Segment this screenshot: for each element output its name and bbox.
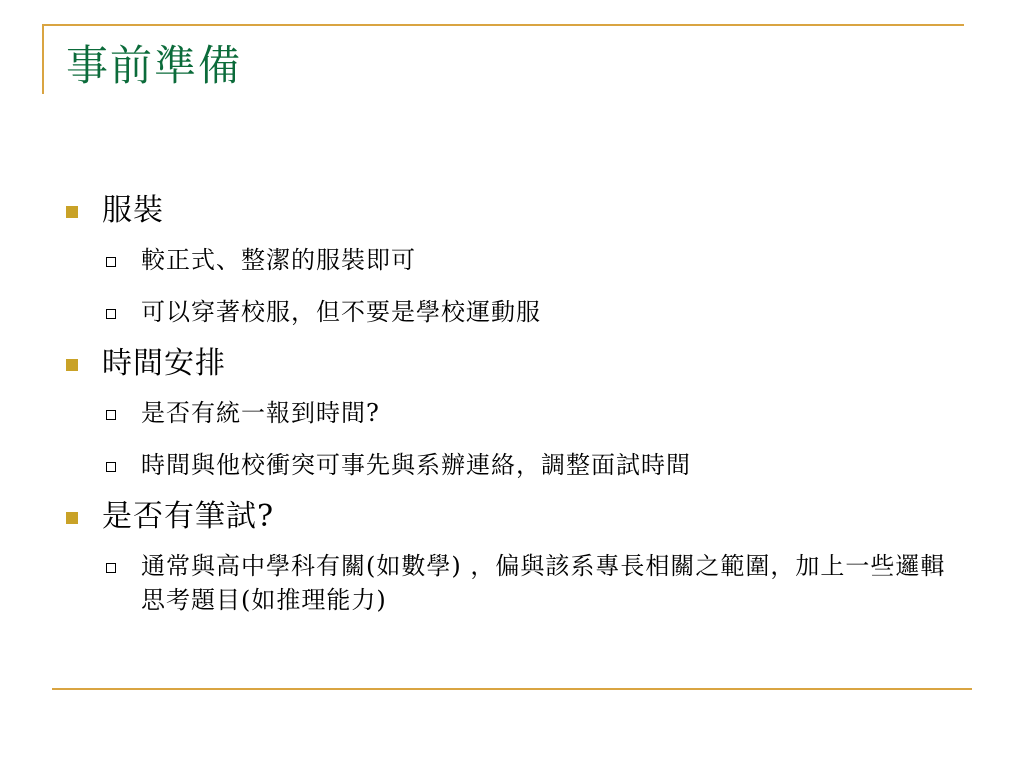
list-item-text: 是否有統一報到時間? xyxy=(141,399,380,427)
hollow-square-bullet-icon xyxy=(106,257,116,267)
left-rule xyxy=(42,24,44,94)
list-item-text: 時間與他校衝突可事先與系辦連絡，調整面試時間 xyxy=(141,451,691,479)
list-item xyxy=(64,243,964,277)
list-item-text: 可以穿著校服，但不要是學校運動服 xyxy=(141,298,541,326)
hollow-square-bullet-icon xyxy=(106,309,116,319)
section-heading-attire xyxy=(64,188,964,234)
section-heading-schedule xyxy=(64,341,964,387)
list-item-text: 較正式、整潔的服裝即可 xyxy=(141,246,416,274)
hollow-square-bullet-icon xyxy=(106,563,116,573)
section-heading-label: 是否有筆試? xyxy=(102,499,275,534)
bottom-rule xyxy=(52,688,972,690)
list-item xyxy=(64,295,964,329)
list-item xyxy=(64,448,964,482)
section-heading-label: 時間安排 xyxy=(102,346,226,381)
list-item xyxy=(64,549,964,617)
section-heading-written-test xyxy=(64,494,964,540)
slide-title: 事前準備 xyxy=(66,41,243,90)
top-rule xyxy=(42,24,964,26)
list-item xyxy=(64,396,964,430)
slide-content xyxy=(64,188,964,617)
section-heading-label: 服裝 xyxy=(102,193,164,228)
square-bullet-icon xyxy=(66,206,78,218)
list-item-text: 通常與高中學科有關(如數學) ，偏與該系專長相關之範圍，加上一些邏輯思考題目(如推理能力) xyxy=(141,552,946,614)
hollow-square-bullet-icon xyxy=(106,410,116,420)
square-bullet-icon xyxy=(66,512,78,524)
hollow-square-bullet-icon xyxy=(106,462,116,472)
square-bullet-icon xyxy=(66,359,78,371)
